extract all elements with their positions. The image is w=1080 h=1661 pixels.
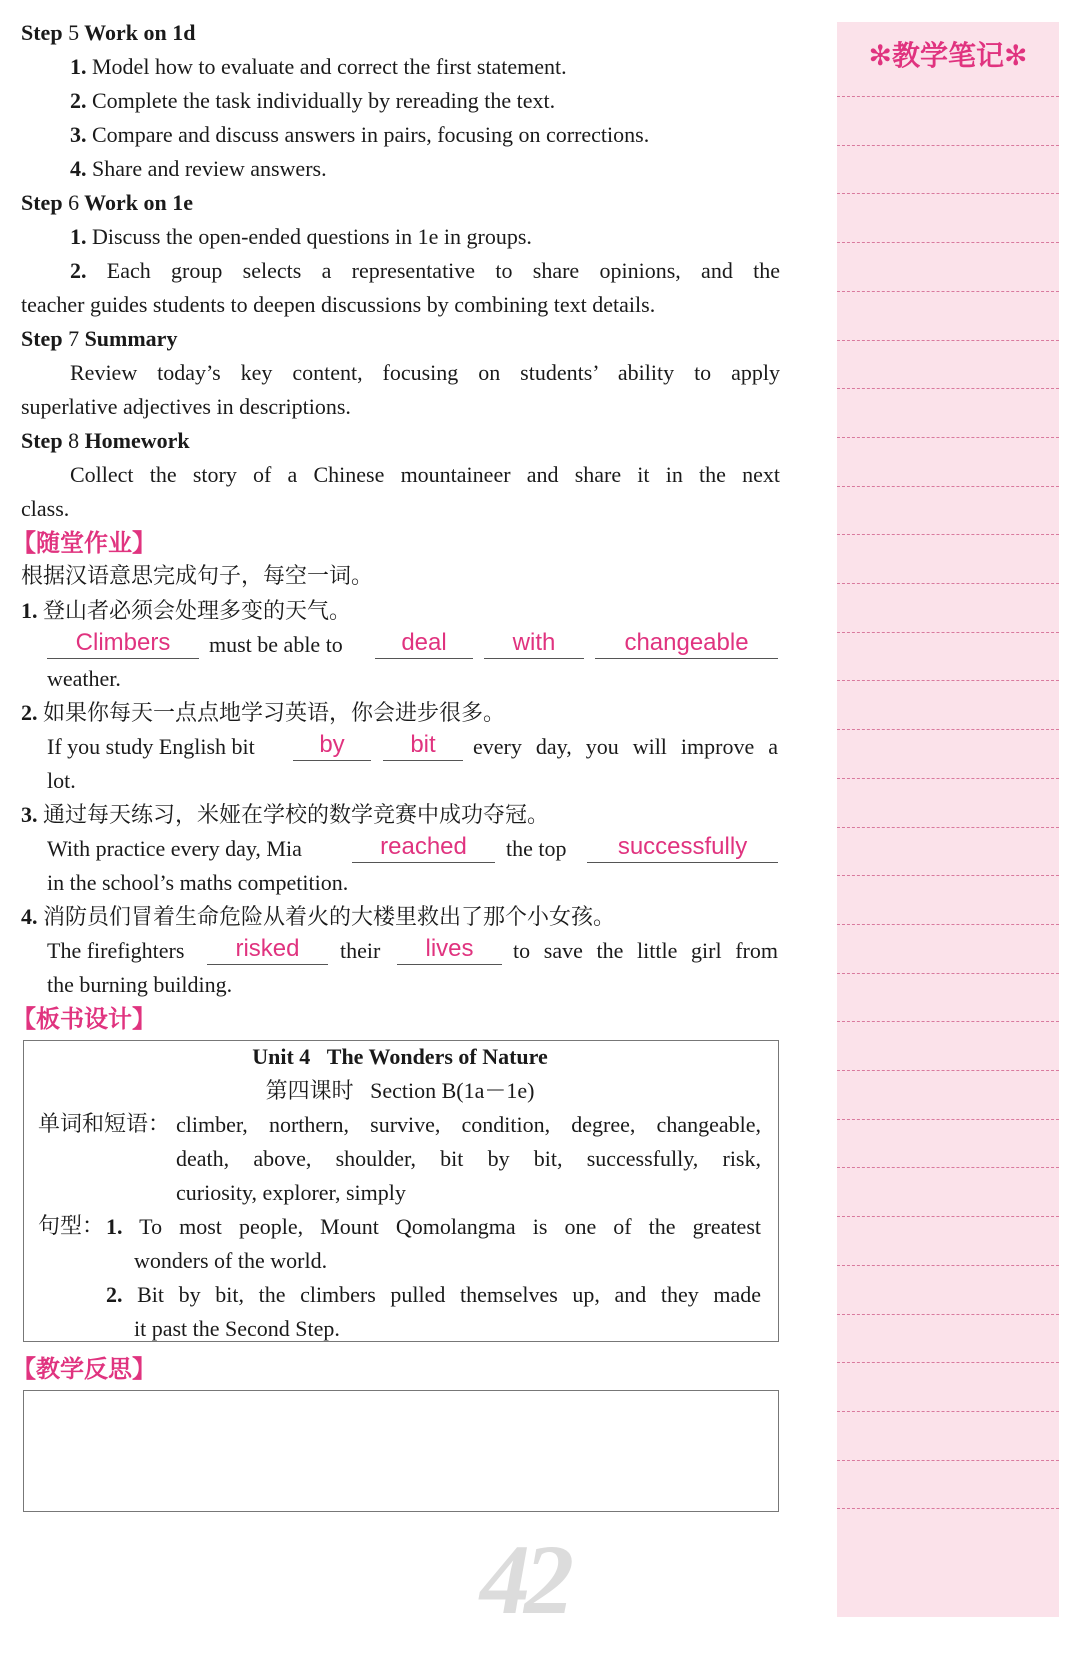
q2-chinese: 2. 如果你每天一点点地学习英语，你会进步很多。 — [21, 700, 506, 726]
board-vocab-label: 单词和短语： — [38, 1112, 171, 1137]
notes-rule — [837, 1460, 1059, 1461]
step6-heading: Step 6 Work on 1e — [21, 190, 193, 215]
q2-blank-2[interactable]: bit — [383, 730, 463, 761]
step8-line1: Collect the story of a Chinese mountaineer and share it in the next — [70, 462, 780, 487]
q4-text-2: their — [340, 938, 381, 963]
notes-rule — [837, 973, 1059, 974]
board-pattern-2-line1: 2. Bit by bit, the climbers pulled themselves up, and they made — [106, 1282, 762, 1307]
q3-blank-1[interactable]: reached — [352, 832, 495, 863]
board-pattern-1-line1: 1. To most people, Mount Qomolangma is one of the greatest — [106, 1214, 761, 1239]
q1-blank-4[interactable]: changeable — [595, 628, 778, 659]
notes-rule — [837, 1021, 1059, 1022]
step8-heading: Step 8 Homework — [21, 428, 190, 453]
notes-rule — [837, 437, 1059, 438]
reflection-heading: 【教学反思】 — [12, 1355, 156, 1383]
step7-heading: Step 7 Summary — [21, 326, 178, 351]
q4-text-1: The firefighters — [47, 938, 185, 963]
notes-rule — [837, 534, 1059, 535]
board-pattern-2-line2: it past the Second Step. — [134, 1316, 340, 1341]
q2-blank-1[interactable]: by — [293, 730, 371, 761]
board-vocab-line2: death, above, shoulder, bit by bit, successfully, risk, — [176, 1146, 761, 1171]
step5-item-4: 4. Share and review answers. — [70, 156, 327, 181]
notes-rule — [837, 193, 1059, 194]
q4-text-4: the burning building. — [47, 972, 233, 997]
q1-blank-2[interactable]: deal — [375, 628, 473, 659]
step8-line2: class. — [21, 496, 70, 521]
q1-chinese: 1. 登山者必须会处理多变的天气。 — [21, 598, 352, 624]
step5-item-3: 3. Compare and discuss answers in pairs, focusing on corrections. — [70, 122, 650, 147]
step7-line2: superlative adjectives in descriptions. — [21, 394, 351, 419]
q2-text-1: If you study English bit — [47, 734, 255, 759]
notes-title: ✻教学笔记✻ — [868, 39, 1028, 72]
exercise-instruction: 根据汉语意思完成句子，每空一词。 — [21, 564, 374, 589]
step5-heading: Step 5 Work on 1d — [21, 20, 196, 45]
board-vocab-line1: climber, northern, survive, condition, degree, changeable, — [176, 1112, 761, 1137]
q4-text-3: to save the little girl from — [513, 938, 778, 963]
step6-item-2-line1: 2. Each group selects a representative to share opinions, and the — [70, 258, 780, 283]
q2-text-2: every day, you will improve a — [473, 734, 778, 759]
step6-item-2-line2: teacher guides students to deepen discussions by combining text details. — [21, 292, 656, 317]
notes-rule — [837, 680, 1059, 681]
step5-item-2: 2. Complete the task individually by rereading the text. — [70, 88, 556, 113]
q3-blank-2[interactable]: successfully — [587, 832, 778, 863]
board-heading: 【板书设计】 — [12, 1005, 156, 1033]
notes-rule — [837, 583, 1059, 584]
notes-rule — [837, 388, 1059, 389]
notes-rule — [837, 1119, 1059, 1120]
step5-item-1: 1. Model how to evaluate and correct the first statement. — [70, 54, 567, 79]
notes-rule — [837, 827, 1059, 828]
q3-chinese: 3. 通过每天练习，米娅在学校的数学竞赛中成功夺冠。 — [21, 802, 550, 828]
notes-rule — [837, 778, 1059, 779]
board-pattern-1-line2: wonders of the world. — [134, 1248, 328, 1273]
q3-text-1: With practice every day, Mia — [47, 836, 302, 861]
notes-rule — [837, 1265, 1059, 1266]
q2-text-3: lot. — [47, 768, 76, 793]
q1-blank-1[interactable]: Climbers — [47, 628, 199, 659]
notes-rule — [837, 924, 1059, 925]
notes-rule — [837, 1070, 1059, 1071]
notes-rule — [837, 1508, 1059, 1509]
q4-blank-2[interactable]: lives — [397, 934, 502, 965]
step6-item-1: 1. Discuss the open-ended questions in 1e in groups. — [70, 224, 532, 249]
notes-rule — [837, 145, 1059, 146]
board-title: Unit 4 The Wonders of Nature — [252, 1044, 548, 1069]
q1-blank-3[interactable]: with — [484, 628, 584, 659]
q3-text-3: in the school’s maths competition. — [47, 870, 349, 895]
notes-rule — [837, 1411, 1059, 1412]
notes-rule — [837, 96, 1059, 97]
q4-blank-1[interactable]: risked — [207, 934, 328, 965]
notes-column — [837, 22, 1059, 1617]
notes-rule — [837, 486, 1059, 487]
q4-chinese: 4. 消防员们冒着生命危险从着火的大楼里救出了那个小女孩。 — [21, 904, 616, 930]
notes-rule — [837, 1314, 1059, 1315]
board-vocab-line3: curiosity, explorer, simply — [176, 1180, 406, 1205]
board-pattern-label: 句型： — [38, 1214, 105, 1239]
exercise-heading: 【随堂作业】 — [12, 529, 156, 557]
notes-rule — [837, 340, 1059, 341]
notes-rule — [837, 1216, 1059, 1217]
notes-rule — [837, 875, 1059, 876]
q1-text-1: must be able to — [209, 632, 343, 657]
notes-rule — [837, 1167, 1059, 1168]
notes-rule — [837, 291, 1059, 292]
notes-rule — [837, 1362, 1059, 1363]
reflection-box[interactable] — [23, 1390, 779, 1512]
q3-text-2: the top — [506, 836, 567, 861]
step7-line1: Review today’s key content, focusing on students’ ability to apply — [70, 360, 780, 385]
notes-rule — [837, 632, 1059, 633]
notes-rule — [837, 729, 1059, 730]
q1-text-2: weather. — [47, 666, 121, 691]
page-number: 42 — [480, 1524, 568, 1635]
notes-rule — [837, 242, 1059, 243]
board-lesson: 第四课时 Section B(1a－1e) — [265, 1078, 535, 1104]
